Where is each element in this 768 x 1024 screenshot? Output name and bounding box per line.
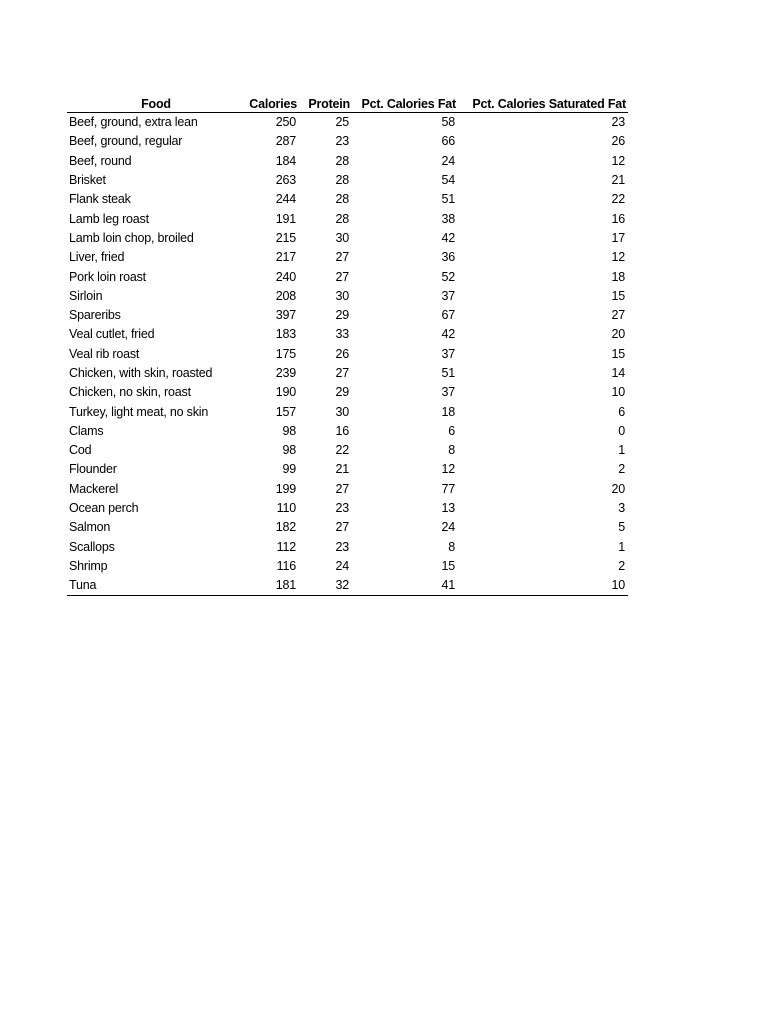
cell-protein: 26 — [335, 346, 349, 361]
cell-pct-calories-saturated-fat: 26 — [611, 134, 625, 149]
cell-protein: 28 — [335, 173, 349, 188]
cell-pct-calories-fat: 24 — [441, 153, 455, 168]
cell-pct-calories-saturated-fat: 15 — [611, 288, 625, 303]
cell-pct-calories-fat: 66 — [441, 134, 455, 149]
cell-protein: 27 — [335, 269, 349, 284]
cell-calories: 182 — [275, 520, 296, 535]
header-pct-calories-fat: Pct. Calories Fat — [352, 93, 458, 113]
cell-protein: 23 — [335, 501, 349, 516]
cell-food: Shrimp — [69, 558, 108, 573]
cell-calories: 190 — [275, 385, 296, 400]
cell-food: Clams — [69, 423, 104, 438]
cell-food: Turkey, light meat, no skin — [69, 404, 209, 419]
table-row — [67, 190, 628, 209]
cell-food: Chicken, with skin, roasted — [69, 366, 213, 380]
cell-protein: 33 — [335, 327, 349, 342]
nutrition-table — [67, 93, 628, 596]
cell-pct-calories-saturated-fat: 12 — [611, 153, 625, 168]
cell-pct-calories-fat: 24 — [441, 520, 455, 535]
cell-food: Beef, round — [69, 153, 132, 168]
cell-pct-calories-fat: 36 — [441, 250, 455, 265]
cell-food: Lamb loin chop, broiled — [69, 230, 194, 245]
table-row — [67, 441, 628, 460]
cell-calories: 157 — [275, 404, 296, 419]
cell-pct-calories-fat: 13 — [441, 501, 455, 516]
header-calories: Calories — [245, 93, 299, 113]
cell-calories: 397 — [275, 308, 296, 323]
table-row — [67, 325, 628, 344]
cell-protein: 27 — [335, 250, 349, 265]
cell-food: Chicken, no skin, roast — [69, 385, 191, 400]
table-row — [67, 576, 628, 596]
cell-protein: 32 — [299, 576, 352, 596]
cell-pct-calories-fat: 6 — [448, 423, 455, 438]
cell-pct-calories-saturated-fat: 1 — [618, 539, 625, 554]
cell-protein: 23 — [335, 539, 349, 554]
cell-calories: 287 — [275, 134, 296, 149]
table-row — [67, 229, 628, 248]
cell-pct-calories-fat: 51 — [441, 192, 455, 207]
cell-food: Salmon — [69, 520, 111, 535]
cell-food: Ocean perch — [69, 501, 139, 516]
cell-calories: 112 — [276, 539, 296, 554]
table-body — [67, 113, 628, 596]
cell-pct-calories-saturated-fat: 15 — [611, 346, 625, 361]
header-row — [67, 93, 628, 113]
cell-pct-calories-fat: 18 — [441, 404, 455, 419]
cell-protein: 29 — [335, 308, 349, 323]
cell-pct-calories-saturated-fat: 20 — [611, 481, 625, 496]
cell-pct-calories-saturated-fat: 5 — [618, 520, 625, 535]
table-row — [67, 480, 628, 499]
table-row — [67, 113, 628, 133]
cell-pct-calories-saturated-fat: 2 — [618, 462, 625, 477]
table-row — [67, 152, 628, 171]
cell-food: Liver, fried — [69, 250, 125, 265]
cell-pct-calories-saturated-fat: 22 — [611, 192, 625, 207]
cell-pct-calories-fat: 51 — [441, 366, 455, 380]
cell-food: Beef, ground, extra lean — [69, 115, 198, 130]
cell-protein: 30 — [335, 288, 349, 303]
table-row — [67, 267, 628, 286]
cell-calories: 240 — [275, 269, 296, 284]
table-row — [67, 248, 628, 267]
cell-calories: 110 — [276, 501, 296, 516]
cell-pct-calories-fat: 37 — [441, 288, 455, 303]
cell-protein: 28 — [335, 211, 349, 226]
table-row — [67, 557, 628, 576]
cell-pct-calories-saturated-fat: 10 — [458, 576, 628, 596]
cell-food: Veal cutlet, fried — [69, 327, 155, 342]
cell-protein: 27 — [335, 481, 349, 496]
cell-pct-calories-saturated-fat: 21 — [611, 173, 625, 188]
cell-protein: 29 — [335, 385, 349, 400]
cell-pct-calories-saturated-fat: 23 — [611, 115, 625, 130]
cell-protein: 27 — [335, 520, 349, 535]
cell-pct-calories-fat: 42 — [441, 327, 455, 342]
header-food: Food — [67, 93, 245, 113]
cell-calories: 244 — [275, 192, 296, 207]
cell-pct-calories-fat: 67 — [441, 308, 455, 323]
cell-protein: 27 — [335, 366, 349, 380]
cell-pct-calories-fat: 41 — [352, 576, 458, 596]
cell-food: Mackerel — [69, 481, 119, 496]
cell-protein: 21 — [335, 462, 349, 477]
cell-food: Lamb leg roast — [69, 211, 149, 226]
cell-food: Brisket — [69, 173, 106, 188]
cell-pct-calories-fat: 37 — [441, 346, 455, 361]
cell-protein: 28 — [335, 192, 349, 207]
table-row — [67, 345, 628, 364]
cell-pct-calories-fat: 37 — [441, 385, 455, 400]
table-row — [67, 209, 628, 228]
cell-food: Scallops — [69, 539, 115, 554]
cell-food: Sirloin — [69, 288, 103, 303]
cell-pct-calories-fat: 52 — [441, 269, 455, 284]
table-row — [67, 306, 628, 325]
cell-calories: 116 — [276, 558, 296, 573]
cell-pct-calories-fat: 54 — [441, 173, 455, 188]
table-row — [67, 364, 628, 383]
cell-pct-calories-saturated-fat: 0 — [618, 423, 625, 438]
cell-calories: 208 — [275, 288, 296, 303]
cell-pct-calories-fat: 8 — [448, 539, 455, 554]
cell-pct-calories-fat: 12 — [441, 462, 455, 477]
table-row — [67, 422, 628, 441]
cell-calories: 239 — [275, 366, 296, 380]
cell-calories: 183 — [275, 327, 296, 342]
cell-pct-calories-saturated-fat: 14 — [611, 366, 625, 380]
cell-food: Spareribs — [69, 308, 121, 323]
cell-pct-calories-saturated-fat: 1 — [618, 443, 625, 458]
cell-protein: 24 — [335, 558, 349, 573]
cell-calories: 217 — [275, 250, 296, 265]
cell-pct-calories-fat: 58 — [441, 115, 455, 130]
cell-protein: 30 — [335, 404, 349, 419]
cell-calories: 199 — [275, 481, 296, 496]
table-row — [67, 287, 628, 306]
cell-pct-calories-saturated-fat: 27 — [611, 308, 625, 323]
table-row — [67, 460, 628, 479]
cell-protein: 23 — [335, 134, 349, 149]
table-row — [67, 518, 628, 537]
cell-pct-calories-saturated-fat: 17 — [611, 230, 625, 245]
header-protein: Protein — [299, 93, 352, 113]
cell-pct-calories-saturated-fat: 20 — [611, 327, 625, 342]
cell-pct-calories-saturated-fat: 3 — [618, 501, 625, 516]
cell-calories: 98 — [282, 443, 296, 458]
header-pct-calories-saturated-fat: Pct. Calories Saturated Fat — [458, 93, 628, 113]
cell-food: Flank steak — [69, 192, 131, 207]
cell-protein: 16 — [335, 423, 349, 438]
cell-protein: 30 — [335, 230, 349, 245]
cell-pct-calories-fat: 15 — [441, 558, 455, 573]
cell-pct-calories-saturated-fat: 12 — [611, 250, 625, 265]
table-row — [67, 499, 628, 518]
cell-pct-calories-fat: 38 — [441, 211, 455, 226]
cell-pct-calories-fat: 77 — [441, 481, 455, 496]
cell-pct-calories-saturated-fat: 2 — [618, 558, 625, 573]
cell-protein: 28 — [335, 153, 349, 168]
cell-protein: 25 — [335, 115, 349, 130]
table-row — [67, 402, 628, 421]
cell-pct-calories-fat: 8 — [448, 443, 455, 458]
cell-calories: 191 — [275, 211, 296, 226]
cell-calories: 184 — [275, 153, 296, 168]
table-row — [67, 538, 628, 557]
cell-calories: 250 — [275, 115, 296, 130]
cell-protein: 22 — [335, 443, 349, 458]
cell-calories: 181 — [245, 576, 299, 596]
cell-food: Flounder — [69, 462, 117, 477]
table-row — [67, 132, 628, 151]
cell-calories: 175 — [275, 346, 296, 361]
cell-calories: 98 — [282, 423, 296, 438]
cell-calories: 99 — [282, 462, 296, 477]
table-row — [67, 171, 628, 190]
cell-food: Pork loin roast — [69, 269, 146, 284]
cell-food: Cod — [69, 443, 92, 458]
cell-pct-calories-saturated-fat: 10 — [611, 385, 625, 400]
cell-pct-calories-saturated-fat: 16 — [611, 211, 625, 226]
nutrition-table-container — [67, 93, 628, 596]
table-row — [67, 383, 628, 402]
cell-pct-calories-saturated-fat: 6 — [618, 404, 625, 419]
cell-food: Veal rib roast — [69, 346, 140, 361]
cell-pct-calories-fat: 42 — [441, 230, 455, 245]
cell-food: Beef, ground, regular — [69, 134, 183, 149]
cell-calories: 215 — [275, 230, 296, 245]
cell-pct-calories-saturated-fat: 18 — [611, 269, 625, 284]
cell-food: Tuna — [67, 576, 245, 596]
cell-calories: 263 — [275, 173, 296, 188]
